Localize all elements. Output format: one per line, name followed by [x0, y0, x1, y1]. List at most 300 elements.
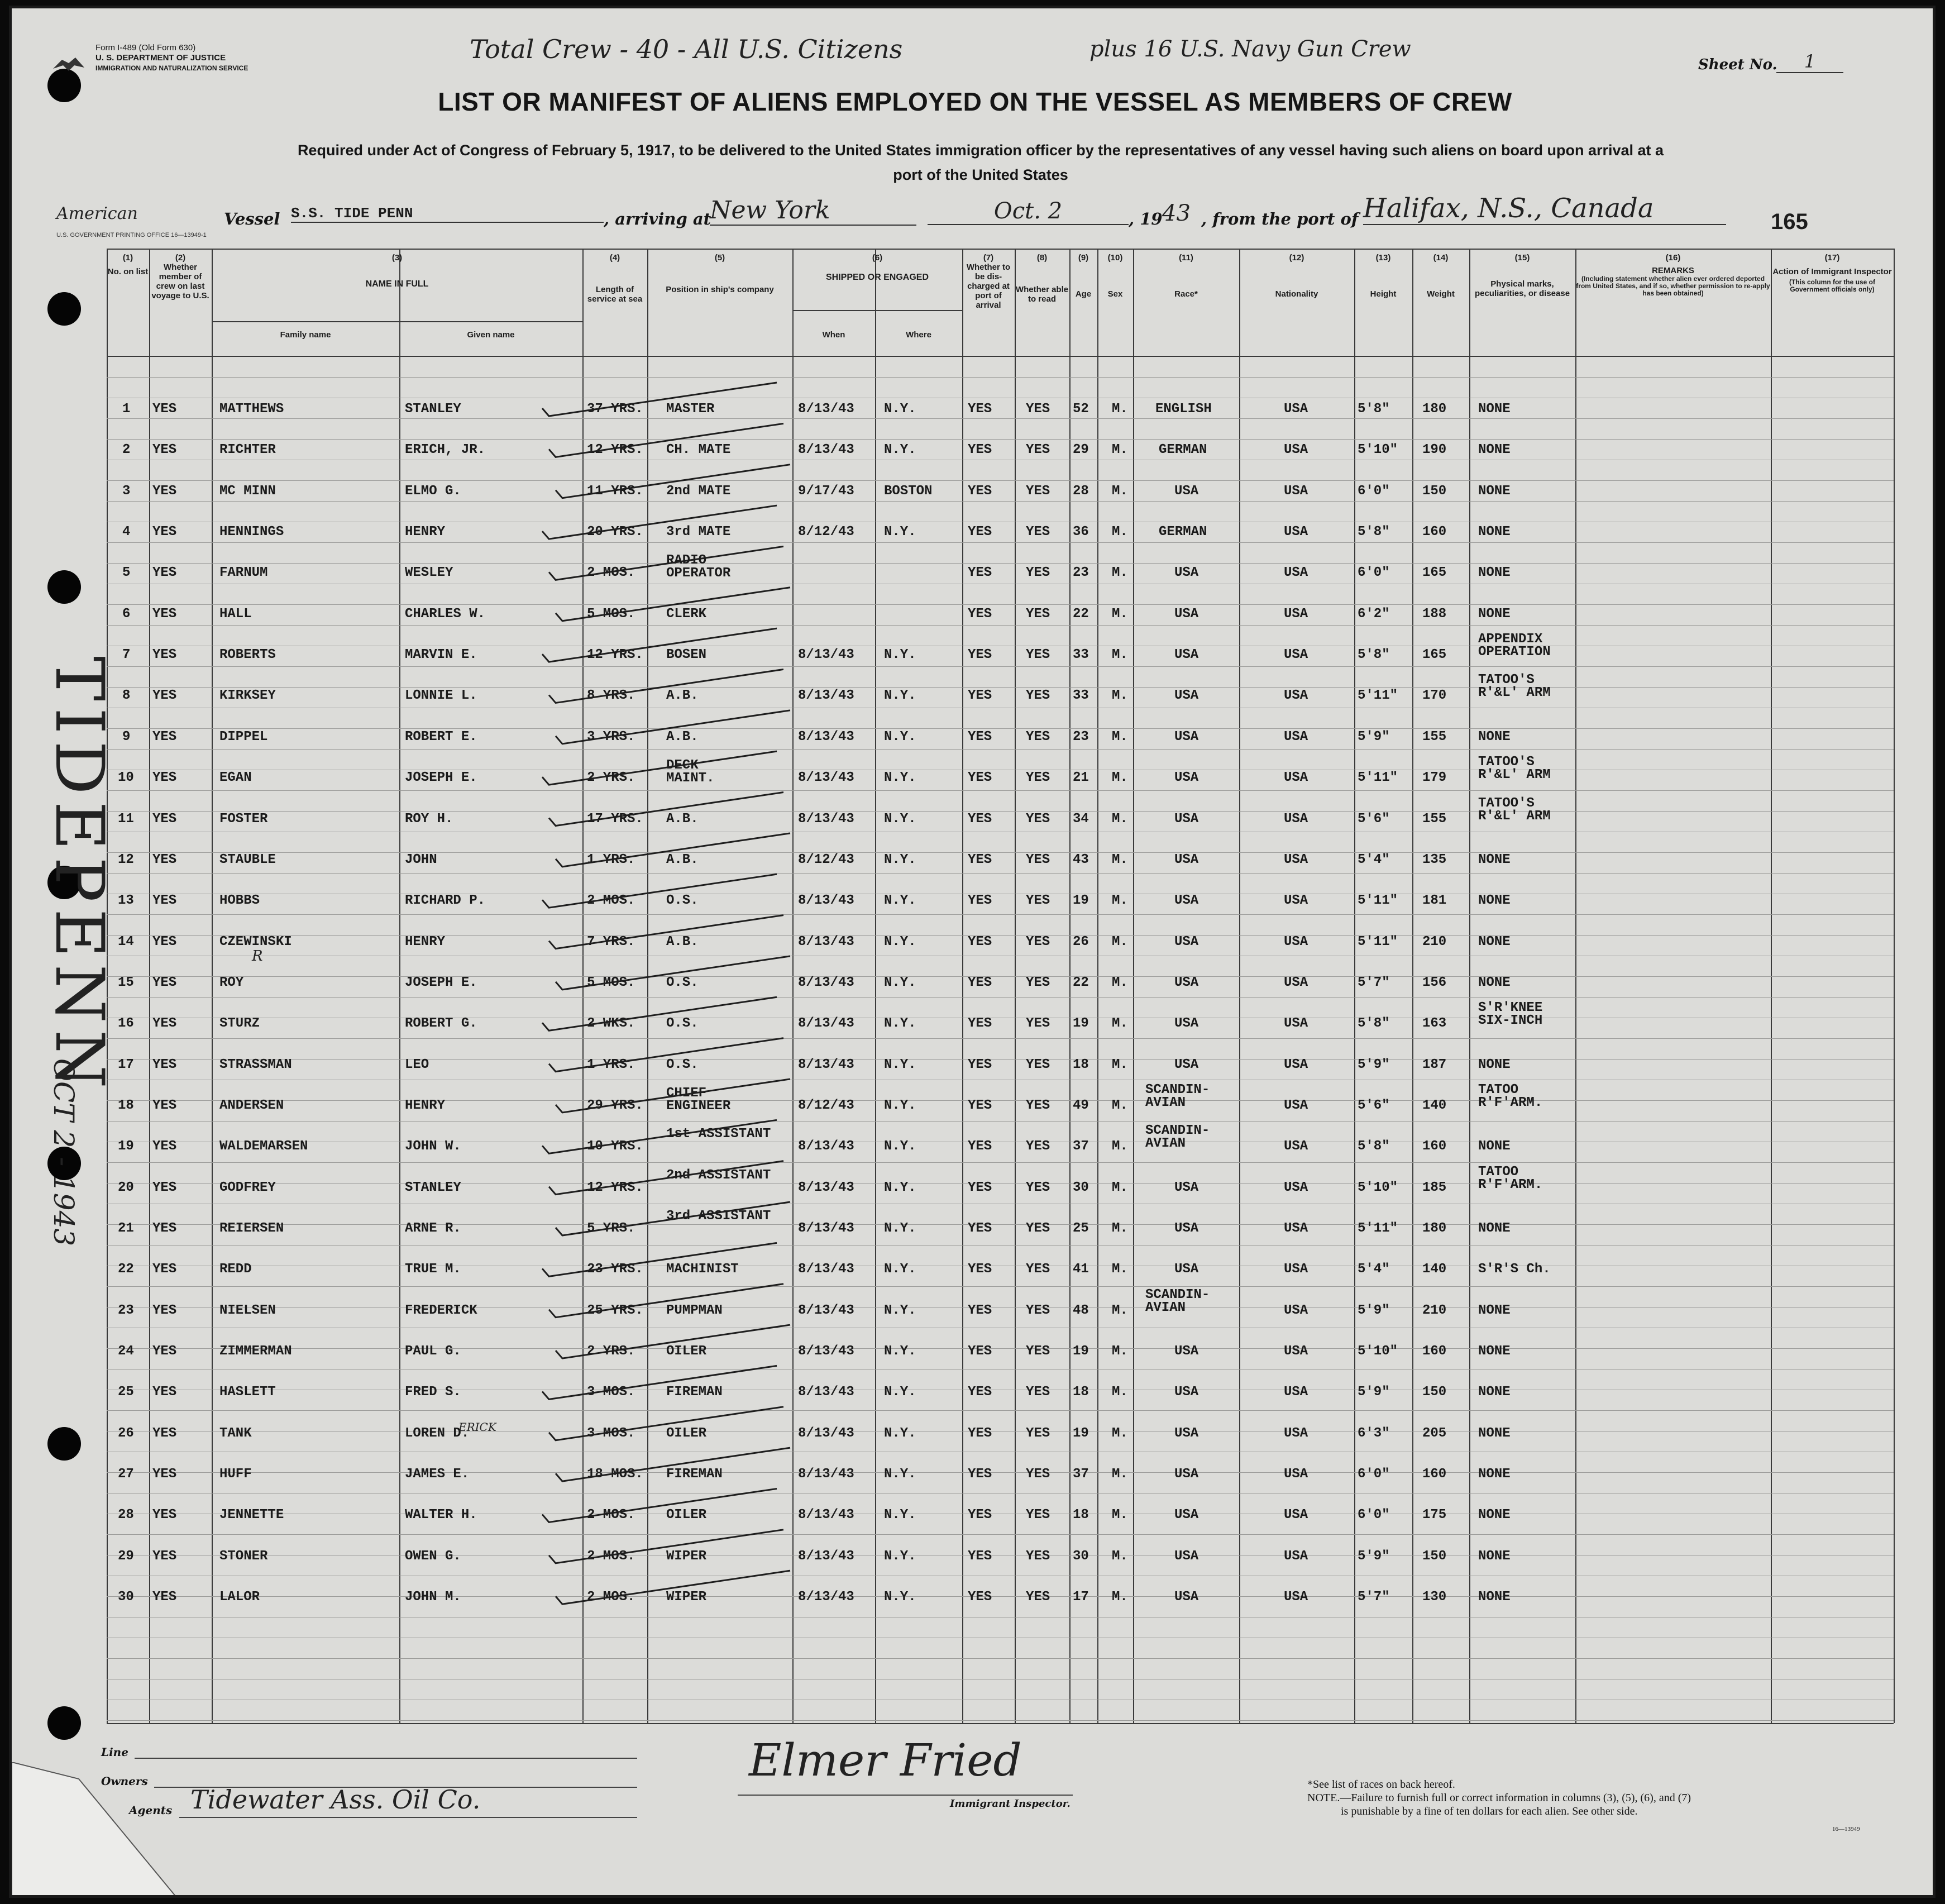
haslett-insert: ERICK [458, 1420, 496, 1434]
able-to-read-cell: YES [1026, 1139, 1050, 1154]
shipped-where-cell: N.Y. [884, 1221, 916, 1236]
discharged-cell: YES [968, 975, 992, 990]
weight-cell: 130 [1422, 1590, 1447, 1605]
height-cell: 5'4" [1358, 1262, 1390, 1277]
col13-header: (13) Height [1370, 253, 1397, 299]
race-cell: USA [1174, 565, 1199, 581]
shipped-where-cell: N.Y. [884, 729, 916, 745]
physical-marks-cell: NONE [1478, 1467, 1511, 1482]
inspector-line [738, 1795, 1073, 1796]
physical-marks-cell: NONE [1478, 1302, 1511, 1318]
height-cell: 6'0" [1358, 483, 1390, 499]
height-cell: 5'11" [1358, 934, 1398, 949]
last-voyage-cell: YES [152, 402, 177, 417]
nationality-cell: USA [1284, 402, 1308, 417]
height-cell: 5'6" [1358, 811, 1390, 827]
family-name-cell: STONER [219, 1548, 268, 1564]
height-cell: 5'9" [1358, 1057, 1390, 1072]
given-name-cell: ROY H. [405, 811, 453, 827]
row-number-cell: 22 [118, 1262, 134, 1277]
age-cell: 41 [1073, 1262, 1089, 1277]
shipped-when-cell: 8/13/43 [798, 811, 854, 827]
row-number-cell: 10 [118, 770, 134, 786]
family-name-cell: HASLETT [219, 1385, 276, 1400]
age-cell: 36 [1073, 524, 1089, 540]
height-cell: 6'2" [1358, 606, 1390, 622]
shipped-when-cell: 8/13/43 [798, 1507, 854, 1523]
family-name-cell: STAUBLE [219, 852, 276, 867]
check-mark [549, 669, 783, 703]
nationality-cell: USA [1284, 442, 1308, 458]
age-cell: 19 [1073, 1425, 1089, 1441]
height-cell: 5'10" [1358, 442, 1398, 458]
service: IMMIGRATION AND NATURALIZATION SERVICE [95, 64, 248, 72]
length-of-service-cell: 1 YRS. [587, 1057, 635, 1072]
last-voyage-cell: YES [152, 770, 177, 786]
weight-cell: 160 [1422, 1467, 1447, 1482]
row-number-cell: 4 [122, 524, 131, 540]
discharged-cell: YES [968, 770, 992, 786]
sex-cell: M. [1112, 852, 1128, 867]
last-voyage-cell: YES [152, 1548, 177, 1564]
able-to-read-cell: YES [1026, 647, 1050, 663]
last-voyage-cell: YES [152, 1057, 177, 1072]
race-cell: USA [1174, 688, 1199, 704]
check-mark [549, 1407, 783, 1440]
given-name-cell: ROBERT G. [405, 1016, 477, 1032]
length-of-service-cell: 12 YRS. [587, 1180, 643, 1195]
discharged-cell: YES [968, 1385, 992, 1400]
nationality-cell: USA [1284, 1221, 1308, 1236]
length-of-service-cell: 5 MOS. [587, 606, 635, 622]
nationality-cell: USA [1284, 770, 1308, 786]
able-to-read-cell: YES [1026, 1548, 1050, 1564]
length-of-service-cell: 12 YRS. [587, 442, 643, 458]
length-of-service-cell: 37 YRS. [587, 402, 643, 417]
weight-cell: 181 [1422, 893, 1447, 909]
col9-header: (9) Age [1075, 253, 1092, 299]
shipped-when-cell: 8/13/43 [798, 1180, 854, 1195]
shipped-where-cell: N.Y. [884, 1097, 916, 1113]
family-name-cell: REIERSEN [219, 1221, 284, 1236]
discharged-cell: YES [968, 565, 992, 581]
inspector-label: Immigrant Inspector. [950, 1798, 1071, 1810]
check-mark [542, 505, 777, 539]
height-cell: 5'4" [1358, 852, 1390, 867]
sheet-number: 1 [1776, 51, 1843, 73]
shipped-where-cell: BOSTON [884, 483, 933, 499]
shipped-where-cell: N.Y. [884, 402, 916, 417]
age-cell: 48 [1073, 1302, 1089, 1318]
physical-marks-cell: S'R'S Ch. [1478, 1262, 1551, 1277]
discharged-cell: YES [968, 1344, 992, 1359]
sex-cell: M. [1112, 1016, 1128, 1032]
sex-cell: M. [1112, 770, 1128, 786]
physical-marks-cell: NONE [1478, 1221, 1511, 1236]
position-cell: A.B. [666, 688, 699, 704]
length-of-service-cell: 1 YRS. [587, 852, 635, 867]
race-cell: USA [1174, 975, 1199, 990]
sex-cell: M. [1112, 893, 1128, 909]
row-number-cell: 12 [118, 852, 134, 867]
position-cell: O.S. [666, 1016, 699, 1032]
shipped-where-cell: N.Y. [884, 811, 916, 827]
sex-cell: M. [1112, 729, 1128, 745]
able-to-read-cell: YES [1026, 729, 1050, 745]
given-name-cell: WALTER H. [405, 1507, 477, 1523]
family-name-cell: HOBBS [219, 893, 260, 909]
discharged-cell: YES [968, 524, 992, 540]
sex-cell: M. [1112, 1548, 1128, 1564]
sex-cell: M. [1112, 606, 1128, 622]
discharged-cell: YES [968, 1221, 992, 1236]
last-voyage-cell: YES [152, 565, 177, 581]
sex-cell: M. [1112, 1385, 1128, 1400]
height-cell: 5'11" [1358, 893, 1398, 909]
sex-cell: M. [1112, 1262, 1128, 1277]
last-voyage-cell: YES [152, 1344, 177, 1359]
nationality-cell: USA [1284, 1139, 1308, 1154]
sex-cell: M. [1112, 1425, 1128, 1441]
position-cell: CH. MATE [666, 442, 731, 458]
physical-marks-cell: TATOO'S R'&L' ARM [1478, 755, 1551, 783]
age-cell: 21 [1073, 770, 1089, 786]
nationality-cell: USA [1284, 1262, 1308, 1277]
shipped-when-cell: 8/13/43 [798, 1425, 854, 1441]
last-voyage-cell: YES [152, 1097, 177, 1113]
nationality-cell: USA [1284, 1425, 1308, 1441]
discharged-cell: YES [968, 1180, 992, 1195]
position-cell: A.B. [666, 729, 699, 745]
race-cell: USA [1174, 1057, 1199, 1072]
family-name-cell: ROBERTS [219, 647, 276, 663]
last-voyage-cell: YES [152, 524, 177, 540]
physical-marks-cell: NONE [1478, 442, 1511, 458]
shipped-when-cell: 8/13/43 [798, 1590, 854, 1605]
family-name-cell: TANK [219, 1425, 252, 1441]
check-mark [556, 833, 790, 867]
nationality-cell: USA [1284, 934, 1308, 949]
weight-cell: 160 [1422, 1344, 1447, 1359]
physical-marks-cell: NONE [1478, 1590, 1511, 1605]
age-cell: 18 [1073, 1507, 1089, 1523]
row-number-cell: 24 [118, 1344, 134, 1359]
handwritten-navy-crew: plus 16 U.S. Navy Gun Crew [1089, 36, 1411, 62]
shipped-where-cell: N.Y. [884, 1507, 916, 1523]
race-cell: USA [1174, 1425, 1199, 1441]
shipped-where-cell: N.Y. [884, 975, 916, 990]
given-name-cell: LONNIE L. [405, 688, 477, 704]
age-cell: 22 [1073, 606, 1089, 622]
check-mark [549, 546, 783, 580]
check-mark [542, 1243, 777, 1276]
check-mark [556, 1202, 790, 1235]
shipped-when-cell: 8/13/43 [798, 934, 854, 949]
race-cell: USA [1174, 770, 1199, 786]
length-of-service-cell: 3 MOS. [587, 1425, 635, 1441]
length-of-service-cell: 2 WKS. [587, 1016, 635, 1032]
height-cell: 5'11" [1358, 1221, 1398, 1236]
physical-marks-cell: NONE [1478, 893, 1511, 909]
row-number-cell: 2 [122, 442, 131, 458]
col16-header: (16) REMARKS (Including statement whether alien ever ordered deported from United States, and if so, whether permission to re-apply has been obtained) [1576, 253, 1770, 297]
shipped-when-cell: 8/13/43 [798, 1016, 854, 1032]
position-cell: MASTER [666, 402, 715, 417]
family-name-cell: MC MINN [219, 483, 276, 499]
height-cell: 5'7" [1358, 975, 1390, 990]
row-number-cell: 11 [118, 811, 134, 827]
nationality-cell: USA [1284, 852, 1308, 867]
check-mark [549, 423, 783, 457]
row-number-cell: 7 [122, 647, 131, 663]
shipped-when-cell: 8/13/43 [798, 893, 854, 909]
row-number-cell: 20 [118, 1180, 134, 1195]
race-cell: USA [1174, 483, 1199, 499]
age-cell: 19 [1073, 1016, 1089, 1032]
sex-cell: M. [1112, 1507, 1128, 1523]
row-number-cell: 1 [122, 402, 131, 417]
given-name-cell: JOHN M. [405, 1590, 461, 1605]
owners-label: Owners [101, 1774, 148, 1788]
shipped-where-cell: N.Y. [884, 893, 916, 909]
age-cell: 18 [1073, 1385, 1089, 1400]
discharged-cell: YES [968, 1548, 992, 1564]
sex-cell: M. [1112, 1302, 1128, 1318]
given-name-cell: JOHN W. [405, 1139, 461, 1154]
able-to-read-cell: YES [1026, 1221, 1050, 1236]
note-races: *See list of races on back hereof. [1307, 1778, 1455, 1791]
nationality-cell: USA [1284, 1548, 1308, 1564]
check-mark [556, 956, 790, 990]
weight-cell: 165 [1422, 565, 1447, 581]
margin-date-stamp: OCT 2 - 1943 [47, 1058, 80, 1247]
able-to-read-cell: YES [1026, 442, 1050, 458]
sex-cell: M. [1112, 483, 1128, 499]
given-name-cell: LEO [405, 1057, 429, 1072]
given-name-cell: ELMO G. [405, 483, 461, 499]
height-cell: 5'11" [1358, 770, 1398, 786]
family-name-cell: STURZ [219, 1016, 260, 1032]
shipped-where-cell: N.Y. [884, 852, 916, 867]
weight-cell: 150 [1422, 1385, 1447, 1400]
manifest-sheet [9, 6, 1936, 1898]
weight-cell: 170 [1422, 688, 1447, 704]
last-voyage-cell: YES [152, 1425, 177, 1441]
family-name-header: Family name [280, 330, 331, 340]
physical-marks-cell: NONE [1478, 1344, 1511, 1359]
row-number-cell: 19 [118, 1139, 134, 1154]
last-voyage-cell: YES [152, 729, 177, 745]
position-cell: O.S. [666, 975, 699, 990]
shipped-where-cell: N.Y. [884, 1057, 916, 1072]
check-mark [549, 793, 783, 826]
length-of-service-cell: 11 YRS. [587, 483, 643, 499]
last-voyage-cell: YES [152, 1016, 177, 1032]
check-mark [549, 1284, 783, 1318]
weight-cell: 179 [1422, 770, 1447, 786]
discharged-cell: YES [968, 1467, 992, 1482]
age-cell: 23 [1073, 565, 1089, 581]
family-name-cell: FARNUM [219, 565, 268, 581]
physical-marks-cell: NONE [1478, 1548, 1511, 1564]
agents-value: Tidewater Ass. Oil Co. [190, 1784, 481, 1815]
sex-cell: M. [1112, 934, 1128, 949]
race-cell: GERMAN [1159, 442, 1207, 458]
last-voyage-cell: YES [152, 1507, 177, 1523]
able-to-read-cell: YES [1026, 402, 1050, 417]
given-name-cell: HENRY [405, 934, 446, 949]
last-voyage-cell: YES [152, 893, 177, 909]
col17-header: (17) Action of Immigrant Inspector (This column for the use of Government officials only) [1772, 253, 1892, 293]
length-of-service-cell: 7 YRS. [587, 934, 635, 949]
shipped-when-cell: 8/13/43 [798, 1467, 854, 1482]
length-of-service-cell: 29 YRS. [587, 1097, 643, 1113]
position-cell: O.S. [666, 1057, 699, 1072]
position-cell: RADIO OPERATOR [666, 553, 731, 581]
family-name-cell: NIELSEN [219, 1302, 276, 1318]
position-cell: PUMPMAN [666, 1302, 723, 1318]
age-cell: 30 [1073, 1180, 1089, 1195]
weight-cell: 175 [1422, 1507, 1447, 1523]
physical-marks-cell: NONE [1478, 1507, 1511, 1523]
sex-cell: M. [1112, 442, 1128, 458]
handwritten-checkmarks [12, 8, 1936, 1898]
race-cell: USA [1174, 1180, 1199, 1195]
weight-cell: 140 [1422, 1097, 1447, 1113]
row-number-cell: 3 [122, 483, 131, 499]
sex-cell: M. [1112, 1139, 1128, 1154]
last-voyage-cell: YES [152, 483, 177, 499]
given-name-cell: FRED S. [405, 1385, 461, 1400]
sex-cell: M. [1112, 1467, 1128, 1482]
discharged-cell: YES [968, 852, 992, 867]
nationality-cell: USA [1284, 975, 1308, 990]
torn-corner [12, 1762, 179, 1898]
length-of-service-cell: 20 YRS. [587, 524, 643, 540]
height-cell: 5'9" [1358, 729, 1390, 745]
nationality-cell: USA [1284, 1302, 1308, 1318]
nationality-cell: USA [1284, 729, 1308, 745]
race-cell: USA [1174, 1016, 1199, 1032]
check-mark [549, 1161, 783, 1195]
shipped-when-cell: 8/13/43 [798, 1262, 854, 1277]
col5-header: (5) Position in ship's company [666, 253, 774, 294]
shipped-where-cell: N.Y. [884, 1548, 916, 1564]
length-of-service-cell: 8 YRS. [587, 688, 635, 704]
position-cell: FIREMAN [666, 1385, 723, 1400]
col4-header: (4) Length of service at sea [587, 253, 643, 304]
discharged-cell: YES [968, 1425, 992, 1441]
note-penalty-1: NOTE.—Failure to furnish full or correct information in columns (3), (5), (6), and (7) [1307, 1792, 1691, 1804]
able-to-read-cell: YES [1026, 1057, 1050, 1072]
family-name-cell: WALDEMARSEN [219, 1139, 308, 1154]
inspector-signature: Elmer Fried [749, 1734, 1022, 1786]
shipped-where-cell: N.Y. [884, 934, 916, 949]
length-of-service-cell: 18 MOS. [587, 1467, 643, 1482]
given-name-cell: HENRY [405, 1097, 446, 1113]
position-cell: 3rd ASSISTANT [666, 1209, 771, 1224]
check-mark [542, 628, 777, 662]
col1-header: (1) No. on list [107, 253, 149, 276]
given-name-cell: FREDERICK [405, 1302, 477, 1318]
row-number-cell: 17 [118, 1057, 134, 1072]
race-cell: USA [1174, 1590, 1199, 1605]
from-label: , from the port of [1201, 209, 1359, 228]
physical-marks-cell: NONE [1478, 524, 1511, 540]
age-cell: 25 [1073, 1221, 1089, 1236]
height-cell: 5'10" [1358, 1344, 1398, 1359]
department: U. S. DEPARTMENT OF JUSTICE [95, 53, 226, 63]
race-cell: ENGLISH [1155, 402, 1212, 417]
weight-cell: 135 [1422, 852, 1447, 867]
row-number-cell: 21 [118, 1221, 134, 1236]
check-mark [549, 915, 783, 949]
col2-header: (2) Whether member of crew on last voyage to U.S. [151, 253, 209, 300]
check-mark [556, 710, 790, 744]
position-cell: WIPER [666, 1548, 707, 1564]
position-cell: DECK MAINT. [666, 758, 715, 786]
check-mark [542, 997, 777, 1030]
row-number-cell: 25 [118, 1385, 134, 1400]
row-number-cell: 28 [118, 1507, 134, 1523]
age-cell: 26 [1073, 934, 1089, 949]
nationality-cell: USA [1284, 1507, 1308, 1523]
race-cell: USA [1174, 1221, 1199, 1236]
position-cell: FIREMAN [666, 1467, 723, 1482]
physical-marks-cell: NONE [1478, 402, 1511, 417]
row-number-cell: 29 [118, 1548, 134, 1564]
sex-cell: M. [1112, 565, 1128, 581]
check-mark [556, 588, 790, 621]
discharged-cell: YES [968, 606, 992, 622]
sex-cell: M. [1112, 647, 1128, 663]
shipped-where-cell: N.Y. [884, 1344, 916, 1359]
last-voyage-cell: YES [152, 852, 177, 867]
shipped-when-cell: 8/13/43 [798, 688, 854, 704]
discharged-cell: YES [968, 1590, 992, 1605]
discharged-cell: YES [968, 688, 992, 704]
height-cell: 5'7" [1358, 1590, 1390, 1605]
able-to-read-cell: YES [1026, 483, 1050, 499]
shipped-when-cell: 8/13/43 [798, 1385, 854, 1400]
race-cell: SCANDIN-AVIAN [1145, 1287, 1210, 1315]
last-voyage-cell: YES [152, 1180, 177, 1195]
nationality-cell: USA [1284, 647, 1308, 663]
position-cell: CLERK [666, 606, 707, 622]
height-cell: 5'9" [1358, 1302, 1390, 1318]
physical-marks-cell: TATOO R'F'ARM. [1478, 1082, 1543, 1110]
year-prefix: , 19 [1129, 209, 1163, 228]
check-mark [556, 1079, 790, 1113]
family-name-cell: HUFF [219, 1467, 252, 1482]
last-voyage-cell: YES [152, 1302, 177, 1318]
given-name-cell: STANLEY [405, 1180, 461, 1195]
physical-marks-cell: NONE [1478, 606, 1511, 622]
weight-cell: 160 [1422, 1139, 1447, 1154]
shipped-when-cell: 8/12/43 [798, 1097, 854, 1113]
physical-marks-cell: TATOO'S R'&L' ARM [1478, 672, 1551, 701]
shipped-when-cell: 8/12/43 [798, 852, 854, 867]
nationality-cell: USA [1284, 811, 1308, 827]
position-cell: O.S. [666, 893, 699, 909]
family-name-cell: JENNETTE [219, 1507, 284, 1523]
vessel-name: S.S. TIDE PENN [291, 205, 604, 223]
position-cell: A.B. [666, 934, 699, 949]
shipped-where-cell: N.Y. [884, 1262, 916, 1277]
sex-cell: M. [1112, 811, 1128, 827]
age-cell: 37 [1073, 1139, 1089, 1154]
discharged-cell: YES [968, 729, 992, 745]
